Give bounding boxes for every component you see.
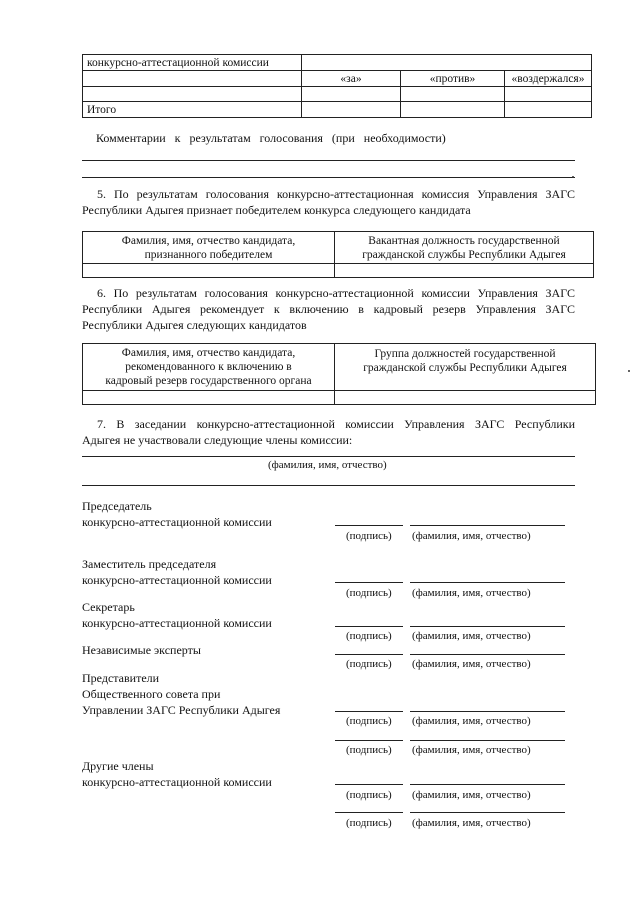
chairman-fio-line: [410, 525, 565, 526]
experts-fio-line: [410, 654, 565, 655]
reserve-col1-header: Фамилия, имя, отчество кандидата, рекомендованного к включению в кадровый резерв государственного органа: [83, 344, 335, 391]
deputy-fio-caption: (фамилия, имя, отчество): [412, 587, 531, 599]
col-against: «против»: [401, 71, 505, 87]
public-signature-line-2: [335, 740, 403, 741]
others-signature-caption-1: (подпись): [346, 789, 392, 801]
public-council-label: Представители Общественного совета при Управлении ЗАГС Республики Адыгея: [82, 671, 281, 717]
section6-text: 6. По результатам голосования конкурсно-аттестационной комиссии Управления ЗАГС Республики Адыгея рекомендует к включению в кадровый резерв Управления ЗАГС Республики Адыгея следующих кандидатов: [82, 286, 575, 332]
chairman-label: Председатель конкурсно-аттестационной комиссии: [82, 499, 272, 529]
experts-fio-caption: (фамилия, имя, отчество): [412, 658, 531, 670]
chairman-signature-caption: (подпись): [346, 530, 392, 542]
winner-table: [82, 231, 594, 278]
others-signature-line-2: [335, 812, 403, 813]
others-fio-line-1: [410, 784, 565, 785]
secretary-signature-line: [335, 626, 403, 627]
col-abstained: «воздержался»: [505, 71, 592, 87]
secretary-label: Секретарь конкурсно-аттестационной комиссии: [82, 600, 272, 630]
secretary-fio-caption: (фамилия, имя, отчество): [412, 630, 531, 642]
experts-signature-line: [335, 654, 403, 655]
public-signature-caption-1: (подпись): [346, 715, 392, 727]
absent-members-line: [82, 456, 575, 457]
public-signature-line-1: [335, 711, 403, 712]
winner-col2-header: Вакантная должность государственной гражданской службы Республики Адыгея: [335, 232, 594, 264]
chairman-fio-caption: (фамилия, имя, отчество): [412, 530, 531, 542]
deputy-signature-line: [335, 582, 403, 583]
winner-col1-header: Фамилия, имя, отчество кандидата, признанного победителем: [83, 232, 335, 264]
others-fio-line-2: [410, 812, 565, 813]
others-fio-caption-1: (фамилия, имя, отчество): [412, 789, 531, 801]
reserve-col2-header: Группа должностей государственной гражданской службы Республики Адыгея: [335, 344, 596, 391]
comments-line-2: [82, 177, 575, 178]
section7-text: 7. В заседании конкурсно-аттестационной комиссии Управления ЗАГС Республики Адыгея не участвовали следующие члены комиссии:: [82, 417, 575, 447]
experts-signature-caption: (подпись): [346, 658, 392, 670]
public-signature-caption-2: (подпись): [346, 744, 392, 756]
others-fio-caption-2: (фамилия, имя, отчество): [412, 817, 531, 829]
dot-mark: [628, 370, 630, 372]
experts-label: Независимые эксперты: [82, 643, 201, 657]
vote-table-commission-cell: конкурсно-аттестационной комиссии: [83, 55, 302, 71]
col-for: «за»: [302, 71, 401, 87]
secretary-fio-line: [410, 626, 565, 627]
public-fio-line-2: [410, 740, 565, 741]
section5-text: 5. По результатам голосования конкурсно-аттестационная комиссия Управления ЗАГС Республики Адыгея признает победителем конкурса следующего кандидата: [82, 187, 575, 217]
reserve-table: [82, 343, 596, 405]
total-label: Итого: [83, 102, 302, 118]
deputy-label: Заместитель председателя конкурсно-аттестационной комиссии: [82, 557, 272, 587]
public-fio-line-1: [410, 711, 565, 712]
deputy-signature-caption: (подпись): [346, 587, 392, 599]
public-fio-caption-2: (фамилия, имя, отчество): [412, 744, 531, 756]
chairman-signature-line: [335, 525, 403, 526]
secretary-signature-caption: (подпись): [346, 630, 392, 642]
deputy-fio-line: [410, 582, 565, 583]
others-signature-line-1: [335, 784, 403, 785]
comments-line-1: [82, 160, 575, 161]
vote-table: [82, 54, 592, 118]
others-signature-caption-2: (подпись): [346, 817, 392, 829]
absent-fio-caption: (фамилия, имя, отчество): [268, 459, 387, 471]
other-members-label: Другие члены конкурсно-аттестационной комиссии: [82, 759, 272, 789]
dot-mark: [572, 176, 574, 178]
public-fio-caption-1: (фамилия, имя, отчество): [412, 715, 531, 727]
comments-label: Комментарии к результатам голосования (при необходимости): [96, 131, 446, 145]
absent-members-line-2: [82, 485, 575, 486]
